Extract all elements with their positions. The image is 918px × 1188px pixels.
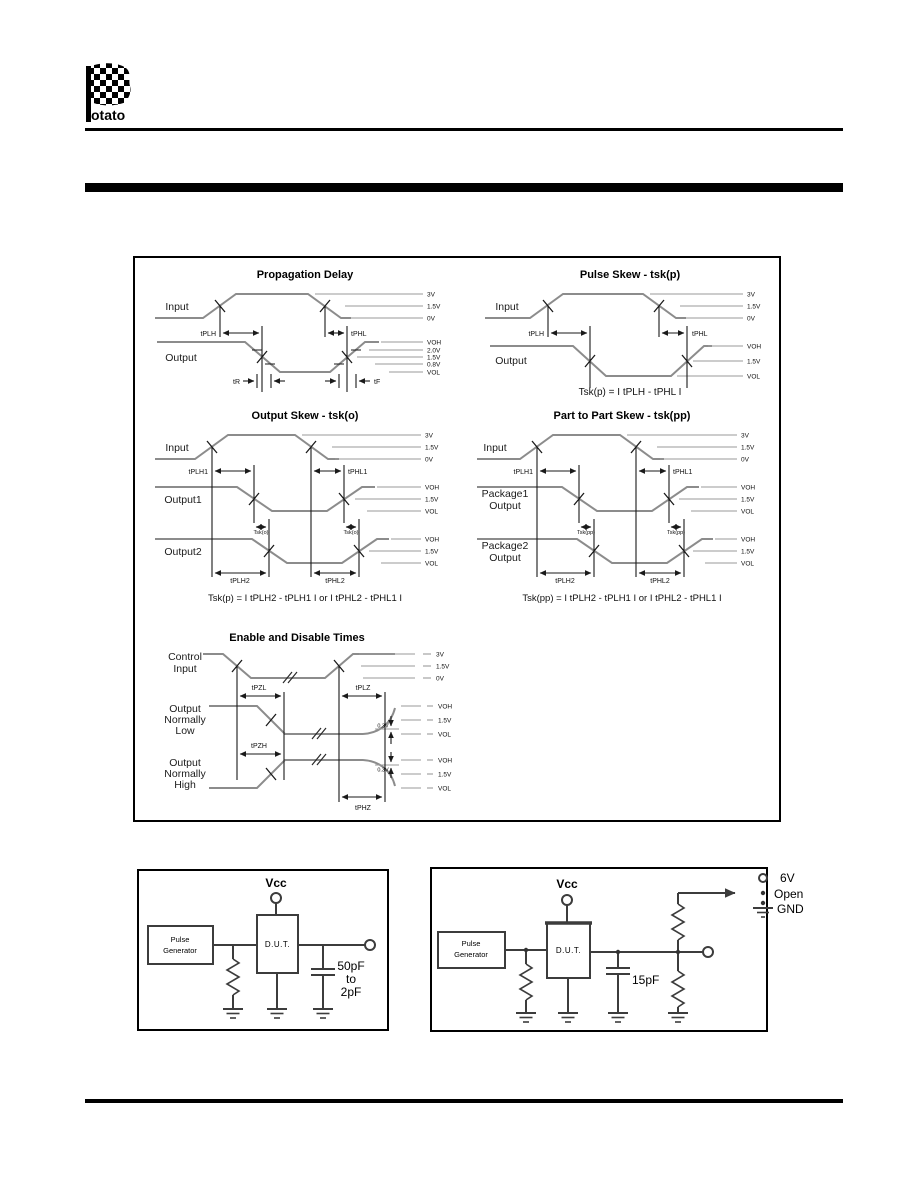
diagram-title: Enable and Disable Times: [229, 632, 365, 644]
ground-symbol: [267, 1009, 287, 1018]
voltage-label: 3V: [425, 432, 433, 440]
voltage-label: VOH: [425, 536, 440, 544]
timing-label-tphl1: tPHL1: [348, 469, 368, 476]
timing-label-tphl2: tPHL2: [650, 578, 670, 585]
ground-symbol: [668, 1013, 688, 1022]
ground-symbol: [313, 1009, 333, 1018]
vcc-label: Vcc: [265, 876, 287, 890]
diagram-title: Part to Part Skew - tsk(pp): [553, 410, 691, 422]
voltage-label: VOH: [438, 703, 453, 711]
output-label: Output: [495, 355, 527, 367]
junction-dot: [524, 948, 528, 952]
voltage-label: 0V: [425, 456, 433, 464]
voltage-label: 1.5V: [425, 548, 439, 556]
timing-label-tplz: tPLZ: [355, 685, 371, 692]
output-skew-diagram: [145, 407, 465, 607]
voltage-label: VOL: [427, 369, 441, 377]
voltage-label: 1.5V: [438, 717, 452, 725]
resistor: [520, 964, 532, 1000]
wires: [505, 893, 735, 1013]
timing-label-tf: tF: [374, 379, 381, 386]
skew-formula: Tsk(p) = I tPLH - tPHL I: [578, 387, 682, 398]
voltage-label: 1.5V: [427, 354, 441, 362]
output-normally-high-label: Normally: [164, 768, 206, 780]
junction-dot: [616, 950, 620, 954]
resistor: [672, 904, 684, 940]
skew-label-tsko: Tsk(o): [253, 530, 269, 536]
timing-label-tphl: tPHL: [692, 331, 708, 338]
voltage-label: VOH: [741, 484, 756, 492]
voltage-label: 1.5V: [427, 303, 441, 311]
voltage-label: 1.5V: [741, 548, 755, 556]
package1-label: Package1: [481, 488, 529, 500]
switch-gnd-label: GND: [777, 902, 804, 916]
skew-label-tskpp: Tsk(pp): [576, 530, 596, 536]
voltage-label: VOH: [741, 536, 756, 544]
reference-level-lines: [359, 654, 433, 788]
output-terminal: [703, 947, 713, 957]
pulse-generator-label: Pulse: [170, 935, 190, 944]
control-label: Control: [168, 651, 202, 663]
cap-value-label: 15pF: [632, 973, 660, 987]
voltage-label: VOL: [438, 785, 452, 793]
voltage-label: VOH: [747, 343, 762, 351]
voltage-label: 1.5V: [747, 358, 761, 366]
switch-contacts: [753, 874, 773, 917]
pulse-generator-label: Pulse: [461, 939, 481, 948]
control-input-label: Input: [173, 663, 197, 675]
diagram-title: Output Skew - tsk(o): [251, 410, 359, 422]
capacitor: [311, 969, 335, 975]
enable-disable-diagram: [145, 630, 475, 815]
voltage-label: 1.5V: [747, 303, 761, 311]
output2-label: Output2: [164, 546, 202, 558]
input-label: Input: [165, 442, 189, 454]
voltage-label-03v: 0.3V: [377, 723, 389, 730]
voltage-label: VOL: [425, 560, 439, 568]
input-label: Input: [495, 301, 519, 313]
voltage-label: VOL: [747, 373, 761, 381]
voltage-label-03v: 0.3V: [377, 767, 389, 774]
voltage-label: 1.5V: [741, 444, 755, 452]
output-normally-high-label: Output: [169, 757, 201, 769]
crossing-marks: [215, 300, 361, 364]
contact-open: [761, 891, 765, 895]
pulse-generator-box: [148, 926, 213, 964]
switch-open-label: Open: [774, 887, 804, 901]
input-label: Input: [165, 301, 189, 313]
voltage-label: 0V: [741, 456, 749, 464]
load-circuit-2: [430, 867, 825, 1032]
cap-value-label: 2pF: [340, 985, 362, 999]
propagation-delay-diagram: [145, 266, 465, 401]
cap-value-label: 50pF: [337, 959, 365, 973]
voltage-label: 0.8V: [427, 361, 441, 369]
skew-formula: Tsk(p) = I tPLH2 - tPLH1 I or I tPHL2 - tPHL1 I: [207, 593, 403, 604]
output-label: Output: [165, 352, 197, 364]
timing-label-tphz: tPHZ: [355, 805, 371, 812]
voltage-label: 1.5V: [425, 444, 439, 452]
voltage-label: 0V: [427, 315, 435, 323]
header-rule: [85, 128, 843, 131]
section-bar: [85, 183, 843, 192]
timing-label-tpzl: tPZL: [251, 685, 267, 692]
output-terminal: [365, 940, 375, 950]
voltage-label: VOL: [741, 560, 755, 568]
voltage-label: 1.5V: [436, 663, 450, 671]
timing-label-tplh: tPLH: [528, 331, 544, 338]
voltage-label: VOH: [427, 339, 442, 347]
timing-diagrams-frame: [133, 256, 781, 822]
logo-text: otato: [91, 107, 126, 123]
skew-label-tsko: Tsk(o): [343, 530, 359, 536]
ground-symbol: [516, 1013, 536, 1022]
resistor: [227, 959, 239, 995]
contact-6v: [759, 874, 767, 882]
control-waveform: [203, 654, 395, 683]
capacitor: [606, 968, 630, 974]
contact-gnd: [761, 901, 765, 905]
cap-value-label: to: [345, 972, 357, 986]
timing-label-tr: tR: [233, 379, 240, 386]
voltage-label: VOL: [741, 508, 755, 516]
switch-6v-label: 6V: [780, 871, 795, 885]
timing-label-tphl: tPHL: [351, 331, 367, 338]
dut-label: D.U.T.: [264, 940, 291, 949]
voltage-label: VOL: [438, 731, 452, 739]
timing-label-tplh1: tPLH1: [188, 469, 208, 476]
voltage-label: VOH: [438, 757, 453, 765]
resistor: [672, 971, 684, 1007]
pulse-generator-label: Generator: [454, 950, 488, 959]
load-circuit-1: [137, 869, 389, 1031]
potato-logo: [82, 62, 146, 128]
vcc-terminal: [562, 895, 572, 905]
voltage-label: 2.0V: [427, 347, 441, 355]
vcc-terminal: [271, 893, 281, 903]
diagram-title: Pulse Skew - tsk(p): [579, 269, 681, 281]
timing-label-tplh: tPLH: [200, 331, 216, 338]
output-normally-low-label: Output: [169, 703, 201, 715]
ground-symbol: [608, 1013, 628, 1022]
timing-label-tplh2: tPLH2: [555, 578, 575, 585]
footer-rule: [85, 1099, 843, 1103]
voltage-label: 3V: [747, 291, 755, 299]
package1-output-label: Output: [489, 500, 521, 512]
output1-label: Output1: [164, 494, 202, 506]
voltage-label: VOL: [425, 508, 439, 516]
timing-label-tphl1: tPHL1: [673, 469, 693, 476]
dut-label: D.U.T.: [555, 946, 582, 955]
diagram-title: Propagation Delay: [256, 269, 354, 281]
skew-formula: Tsk(pp) = I tPLH2 - tPLH1 I or I tPHL2 - tPHL1 I: [522, 593, 722, 604]
package2-label: Package2: [481, 540, 529, 552]
skew-label-tskpp: Tsk(pp): [666, 530, 686, 536]
timing-label-tplh1: tPLH1: [513, 469, 533, 476]
voltage-label: 1.5V: [438, 771, 452, 779]
reference-level-lines: [627, 435, 737, 563]
pulse-generator-label: Generator: [163, 946, 197, 955]
pulse-skew-diagram: [475, 266, 785, 401]
ground-symbol: [558, 1013, 578, 1022]
junction-dot: [676, 950, 680, 954]
voltage-label: 3V: [741, 432, 749, 440]
voltage-label: 1.5V: [741, 496, 755, 504]
input-label: Input: [483, 442, 507, 454]
voltage-label: 0V: [747, 315, 755, 323]
voltage-label: 3V: [427, 291, 435, 299]
package2-output-label: Output: [489, 552, 521, 564]
vcc-label: Vcc: [556, 877, 578, 891]
voltage-label: VOH: [425, 484, 440, 492]
voltage-label: 0V: [436, 675, 444, 683]
voltage-label: 3V: [436, 651, 444, 659]
ground-symbol: [223, 1009, 243, 1018]
timing-label-tpzh: tPZH: [251, 743, 267, 750]
part-to-part-skew-diagram: [465, 407, 780, 607]
voltage-label: 1.5V: [425, 496, 439, 504]
timing-label-tplh2: tPLH2: [230, 578, 250, 585]
timing-label-tphl2: tPHL2: [325, 578, 345, 585]
output-normally-low-label: Normally: [164, 714, 206, 726]
output-normally-low-label: Low: [175, 725, 195, 737]
ground-symbol: [753, 908, 773, 917]
output-normally-high-label: High: [174, 779, 196, 791]
